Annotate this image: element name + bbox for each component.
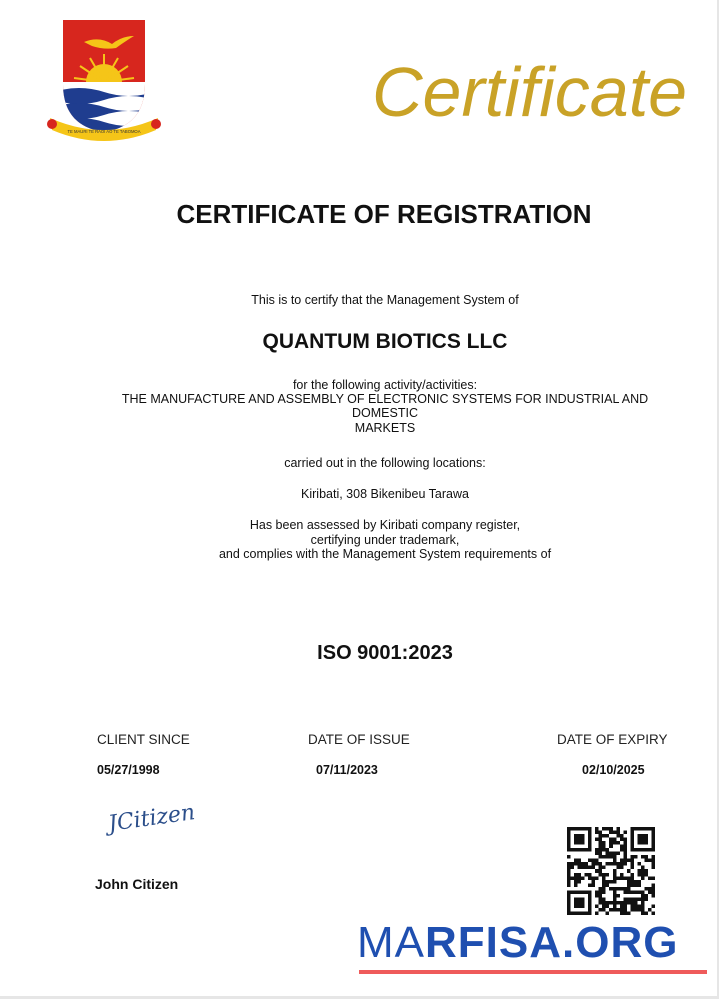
qr-module xyxy=(623,831,627,835)
qr-module xyxy=(634,897,638,901)
watermark-bold: RFISA.ORG xyxy=(425,918,679,967)
qr-module xyxy=(609,845,613,849)
qr-module xyxy=(602,880,606,884)
qr-module xyxy=(651,866,655,870)
kiribati-coat-of-arms-emblem xyxy=(44,14,164,146)
qr-module xyxy=(648,890,652,894)
activity-line: THE MANUFACTURE AND ASSEMBLY OF ELECTRONIC SYSTEMS FOR INDUSTRIAL AND xyxy=(121,392,649,406)
qr-module xyxy=(637,897,641,901)
qr-module xyxy=(620,862,624,866)
qr-module xyxy=(595,831,599,835)
qr-module xyxy=(623,838,627,842)
qr-module xyxy=(613,876,617,880)
watermark-text xyxy=(357,918,678,968)
qr-module xyxy=(585,873,589,877)
qr-module xyxy=(623,855,627,859)
qr-module xyxy=(606,827,610,831)
qr-module xyxy=(613,887,617,891)
qr-module xyxy=(630,876,634,880)
qr-module xyxy=(609,827,613,831)
qr-module xyxy=(595,852,599,856)
watermark-light: MA xyxy=(357,918,425,967)
qr-code xyxy=(567,827,655,915)
qr-module xyxy=(641,855,645,859)
qr-module xyxy=(623,904,627,908)
qr-module xyxy=(581,862,585,866)
qr-module xyxy=(637,880,641,884)
qr-module xyxy=(613,869,617,873)
emblem-motto: TE MAURI TE RAOI AO TE TABOMOA xyxy=(67,129,141,134)
qr-module xyxy=(581,866,585,870)
qr-module xyxy=(616,852,620,856)
qr-module xyxy=(602,876,606,880)
iso-standard: ISO 9001:2023 xyxy=(317,642,453,664)
qr-module xyxy=(613,841,617,845)
qr-module xyxy=(651,876,655,880)
qr-module xyxy=(613,890,617,894)
qr-module xyxy=(567,855,571,859)
qr-module xyxy=(609,852,613,856)
signature: JCitizen xyxy=(106,800,197,837)
qr-module xyxy=(609,901,613,905)
qr-module xyxy=(651,890,655,894)
qr-module xyxy=(630,859,634,863)
location-text: Kiribati, 308 Bikenibeu Tarawa xyxy=(301,487,469,501)
qr-module xyxy=(599,838,603,842)
qr-module xyxy=(578,859,582,863)
qr-module xyxy=(602,841,606,845)
qr-module xyxy=(599,831,603,835)
qr-module xyxy=(613,894,617,898)
qr-module xyxy=(602,887,606,891)
signer-name: John Citizen xyxy=(95,876,179,892)
client-since-value: 05/27/1998 xyxy=(97,763,160,777)
qr-module xyxy=(602,873,606,877)
qr-module xyxy=(595,827,599,831)
qr-module xyxy=(644,869,648,873)
qr-module xyxy=(578,866,582,870)
qr-module xyxy=(620,838,624,842)
qr-module xyxy=(630,880,634,884)
issue-date-label: DATE OF ISSUE xyxy=(308,732,410,747)
activity-line: MARKETS xyxy=(354,421,416,435)
qr-module xyxy=(616,834,620,838)
qr-module xyxy=(599,866,603,870)
qr-module xyxy=(620,866,624,870)
qr-module xyxy=(599,848,603,852)
qr-module xyxy=(613,855,617,859)
qr-module xyxy=(574,834,585,845)
qr-module xyxy=(651,887,655,891)
qr-module xyxy=(592,866,596,870)
qr-module xyxy=(641,908,645,912)
qr-module xyxy=(623,859,627,863)
qr-module xyxy=(599,890,603,894)
qr-module xyxy=(571,866,575,870)
qr-module xyxy=(651,911,655,915)
qr-module xyxy=(613,901,617,905)
qr-module xyxy=(627,887,631,891)
qr-module xyxy=(585,866,589,870)
assessment-line: certifying under trademark, xyxy=(310,533,460,547)
qr-module xyxy=(637,904,641,908)
qr-module xyxy=(609,862,613,866)
qr-module xyxy=(641,901,645,905)
qr-module xyxy=(613,862,617,866)
qr-module xyxy=(623,876,627,880)
qr-module xyxy=(620,859,624,863)
locations-intro: carried out in the following locations: xyxy=(284,456,486,470)
qr-module xyxy=(623,845,627,849)
qr-module xyxy=(644,873,648,877)
qr-module xyxy=(602,866,606,870)
qr-module xyxy=(637,862,641,866)
qr-module xyxy=(595,862,599,866)
qr-module xyxy=(567,880,571,884)
qr-module xyxy=(567,876,571,880)
qr-module xyxy=(616,831,620,835)
qr-module xyxy=(588,866,592,870)
qr-module xyxy=(623,852,627,856)
qr-module xyxy=(620,834,624,838)
qr-module xyxy=(574,859,578,863)
qr-module xyxy=(634,904,638,908)
qr-module xyxy=(609,841,613,845)
qr-module xyxy=(599,869,603,873)
qr-module xyxy=(648,859,652,863)
qr-module xyxy=(578,873,582,877)
qr-module xyxy=(623,901,627,905)
qr-module xyxy=(623,841,627,845)
qr-module xyxy=(644,897,648,901)
qr-module xyxy=(606,880,610,884)
qr-module xyxy=(602,848,606,852)
qr-module xyxy=(651,859,655,863)
qr-module xyxy=(641,869,645,873)
qr-module xyxy=(620,887,624,891)
qr-module xyxy=(644,887,648,891)
qr-module xyxy=(641,904,645,908)
qr-module xyxy=(592,862,596,866)
qr-module xyxy=(574,883,578,887)
qr-module xyxy=(602,883,606,887)
qr-module xyxy=(648,887,652,891)
qr-module xyxy=(574,876,578,880)
qr-module xyxy=(609,880,613,884)
qr-module xyxy=(627,897,631,901)
qr-module xyxy=(630,873,634,877)
qr-module xyxy=(602,855,606,859)
qr-module xyxy=(602,904,606,908)
watermark-underline xyxy=(359,970,707,974)
qr-module xyxy=(651,855,655,859)
qr-module xyxy=(627,859,631,863)
qr-module xyxy=(634,901,638,905)
qr-module xyxy=(574,862,578,866)
qr-module xyxy=(595,876,599,880)
qr-module xyxy=(599,845,603,849)
intro-text: This is to certify that the Management System of xyxy=(251,293,519,307)
qr-module xyxy=(623,848,627,852)
qr-module xyxy=(602,890,606,894)
qr-module xyxy=(602,827,606,831)
qr-module xyxy=(588,859,592,863)
qr-module xyxy=(641,894,645,898)
qr-module xyxy=(581,876,585,880)
qr-module xyxy=(595,848,599,852)
qr-module xyxy=(574,897,585,908)
qr-module xyxy=(588,873,592,877)
qr-module xyxy=(620,911,624,915)
qr-module xyxy=(599,897,603,901)
qr-module xyxy=(578,876,582,880)
qr-module xyxy=(627,876,631,880)
qr-module xyxy=(592,859,596,863)
qr-module xyxy=(567,869,571,873)
qr-module xyxy=(641,890,645,894)
qr-module xyxy=(599,852,603,856)
qr-module xyxy=(602,908,606,912)
qr-module xyxy=(616,901,620,905)
qr-module xyxy=(644,894,648,898)
qr-module xyxy=(637,869,641,873)
qr-module xyxy=(620,873,624,877)
qr-module xyxy=(620,901,624,905)
qr-module xyxy=(588,883,592,887)
issue-date-value: 07/11/2023 xyxy=(316,763,378,777)
qr-module xyxy=(606,862,610,866)
qr-module xyxy=(627,901,631,905)
qr-module xyxy=(606,852,610,856)
activity-intro: for the following activity/activities: xyxy=(292,378,478,392)
qr-module xyxy=(648,908,652,912)
qr-module xyxy=(609,887,613,891)
qr-module xyxy=(644,859,648,863)
qr-module xyxy=(613,838,617,842)
qr-module xyxy=(616,887,620,891)
qr-module xyxy=(651,883,655,887)
qr-module xyxy=(599,908,603,912)
qr-module xyxy=(616,862,620,866)
qr-module xyxy=(637,890,641,894)
qr-module xyxy=(641,897,645,901)
qr-module xyxy=(651,862,655,866)
company-name: QUANTUM BIOTICS LLC xyxy=(262,330,508,353)
qr-module xyxy=(606,855,610,859)
qr-module xyxy=(637,908,641,912)
qr-module xyxy=(602,901,606,905)
qr-module xyxy=(595,904,599,908)
qr-module xyxy=(602,834,606,838)
qr-module xyxy=(630,904,634,908)
qr-module xyxy=(630,908,634,912)
qr-module xyxy=(609,831,613,835)
qr-module xyxy=(595,859,599,863)
activity-line: DOMESTIC xyxy=(352,406,418,420)
qr-module xyxy=(599,894,603,898)
qr-module xyxy=(595,869,599,873)
qr-module xyxy=(616,827,620,831)
qr-module xyxy=(616,894,620,898)
qr-module xyxy=(641,876,645,880)
qr-module xyxy=(599,901,603,905)
qr-module xyxy=(588,876,592,880)
qr-module xyxy=(634,908,638,912)
qr-module xyxy=(574,873,578,877)
qr-module xyxy=(606,834,610,838)
qr-module xyxy=(637,873,641,877)
qr-module xyxy=(599,834,603,838)
qr-module xyxy=(620,845,624,849)
qr-module xyxy=(641,911,645,915)
qr-module xyxy=(630,890,634,894)
qr-module xyxy=(599,855,603,859)
qr-module xyxy=(567,866,571,870)
qr-module xyxy=(620,876,624,880)
qr-module xyxy=(602,845,606,849)
qr-module xyxy=(606,873,610,877)
qr-module xyxy=(595,838,599,842)
qr-module xyxy=(609,838,613,842)
qr-module xyxy=(606,848,610,852)
qr-module xyxy=(630,897,634,901)
qr-module xyxy=(613,859,617,863)
qr-module xyxy=(644,855,648,859)
qr-module xyxy=(634,890,638,894)
qr-module xyxy=(630,901,634,905)
qr-module xyxy=(613,880,617,884)
qr-module xyxy=(616,841,620,845)
qr-module xyxy=(627,911,631,915)
qr-module xyxy=(627,890,631,894)
qr-module xyxy=(637,834,648,845)
qr-module xyxy=(609,855,613,859)
assessment-line: and complies with the Management System requirements of xyxy=(218,547,552,561)
qr-module xyxy=(606,904,610,908)
qr-module xyxy=(599,873,603,877)
qr-module xyxy=(620,908,624,912)
client-since-label: CLIENT SINCE xyxy=(97,732,190,747)
qr-module xyxy=(595,911,599,915)
qr-module xyxy=(585,862,589,866)
qr-module xyxy=(592,883,596,887)
qr-module xyxy=(613,873,617,877)
qr-module xyxy=(623,862,627,866)
qr-module xyxy=(567,883,571,887)
qr-module xyxy=(571,862,575,866)
assessment-line: Has been assessed by Kiribati company register, xyxy=(249,518,521,532)
qr-module xyxy=(630,862,634,866)
qr-module xyxy=(613,897,617,901)
qr-module xyxy=(630,883,634,887)
qr-module xyxy=(630,855,634,859)
qr-module xyxy=(651,894,655,898)
qr-module xyxy=(648,876,652,880)
qr-module xyxy=(574,880,578,884)
qr-module xyxy=(627,883,631,887)
qr-module xyxy=(623,887,627,891)
qr-module xyxy=(613,852,617,856)
expiry-date-value: 02/10/2025 xyxy=(582,763,645,777)
qr-module xyxy=(606,901,610,905)
qr-module xyxy=(613,831,617,835)
qr-module xyxy=(606,883,610,887)
qr-module xyxy=(599,862,603,866)
page-title: CERTIFICATE OF REGISTRATION xyxy=(176,199,592,229)
qr-module xyxy=(599,887,603,891)
qr-module xyxy=(578,880,582,884)
qr-module xyxy=(637,883,641,887)
qr-module xyxy=(592,876,596,880)
qr-module xyxy=(623,890,627,894)
qr-module xyxy=(578,862,582,866)
qr-module xyxy=(627,880,631,884)
qr-module xyxy=(613,904,617,908)
qr-module xyxy=(616,876,620,880)
qr-module xyxy=(620,848,624,852)
qr-module xyxy=(567,862,571,866)
qr-module xyxy=(630,866,634,870)
qr-module xyxy=(599,841,603,845)
qr-module xyxy=(606,911,610,915)
qr-module xyxy=(609,908,613,912)
qr-module xyxy=(627,869,631,873)
qr-module xyxy=(616,866,620,870)
expiry-date-label: DATE OF EXPIRY xyxy=(557,732,668,747)
qr-module xyxy=(567,873,571,877)
qr-module xyxy=(641,866,645,870)
qr-module xyxy=(623,908,627,912)
qr-module xyxy=(595,894,599,898)
qr-module xyxy=(651,904,655,908)
qr-module xyxy=(623,897,627,901)
qr-module xyxy=(623,911,627,915)
qr-module xyxy=(620,904,624,908)
qr-module xyxy=(634,883,638,887)
qr-module xyxy=(613,908,617,912)
qr-module xyxy=(602,897,606,901)
qr-module xyxy=(644,911,648,915)
qr-module xyxy=(641,873,645,877)
certificate-heading: Certificate xyxy=(372,53,688,131)
qr-module xyxy=(571,876,575,880)
qr-module xyxy=(592,880,596,884)
qr-module xyxy=(634,880,638,884)
qr-module xyxy=(616,908,620,912)
qr-module xyxy=(634,855,638,859)
qr-module xyxy=(595,890,599,894)
